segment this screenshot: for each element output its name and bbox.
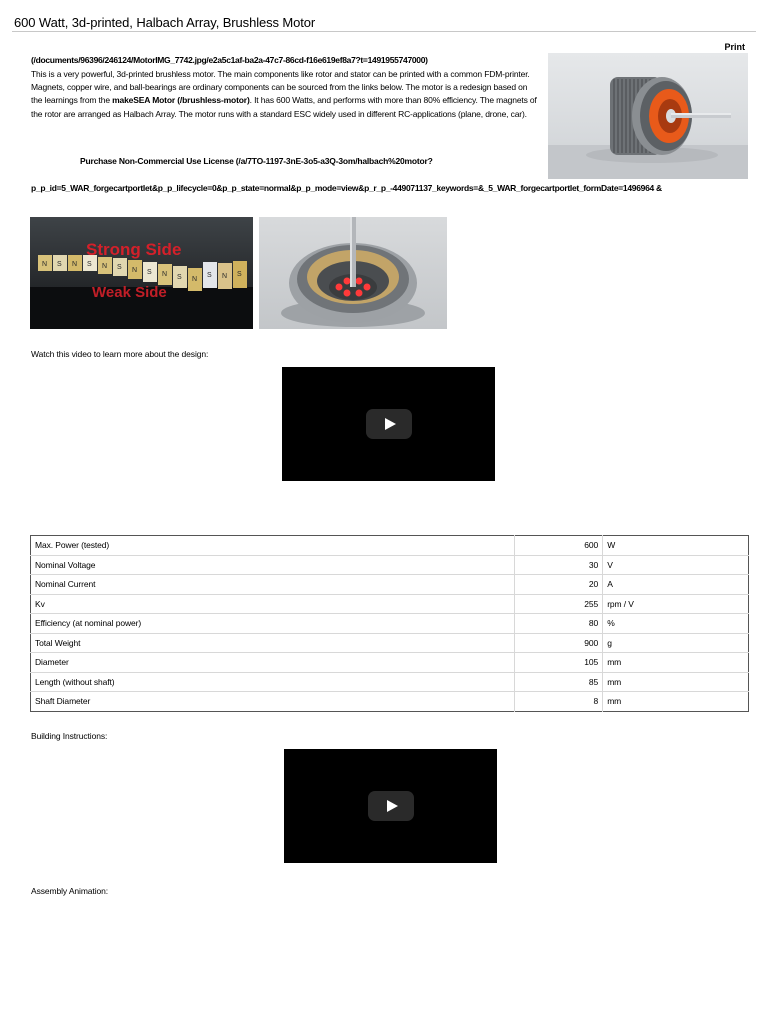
motor-render-graphic <box>548 53 748 179</box>
svg-text:N: N <box>162 271 168 278</box>
svg-text:N: N <box>72 261 78 268</box>
spec-value: 600 <box>515 536 603 556</box>
svg-text:N: N <box>132 267 138 274</box>
spec-name: Kv <box>31 594 515 614</box>
spec-name: Nominal Voltage <box>31 555 515 575</box>
spec-unit: mm <box>603 653 749 673</box>
weak-side-label: Weak Side <box>92 284 167 301</box>
table-row <box>31 555 749 575</box>
specs-table-body <box>31 536 749 712</box>
spec-value: 80 <box>515 614 603 634</box>
motor-image-link[interactable]: (/documents/96396/246124/MotorIMG_7742.jpg/e2a5c1af-ba2a-47c7-86cd-f16e619ef8a7?t=1491955747000) <box>31 55 428 65</box>
table-row <box>31 692 749 712</box>
table-row <box>31 594 749 614</box>
makesea-motor-link[interactable]: makeSEA Motor (/brushless-motor) <box>112 95 250 106</box>
spec-unit: W <box>607 540 616 551</box>
spec-value: 900 <box>515 633 603 653</box>
spec-unit: % <box>603 614 749 634</box>
spec-name: Total Weight <box>31 633 515 653</box>
play-icon[interactable] <box>366 409 412 439</box>
spec-value: 255 <box>515 594 603 614</box>
svg-text:S: S <box>237 271 242 278</box>
table-row <box>31 614 749 634</box>
spec-value: 8 <box>515 692 603 712</box>
strong-side-label: Strong Side <box>86 240 182 259</box>
spec-unit: mm <box>603 672 749 692</box>
table-row <box>31 653 749 673</box>
svg-text:S: S <box>87 261 92 268</box>
table-row <box>31 633 749 653</box>
halbach-array-image[interactable] <box>30 217 253 329</box>
spec-name: Length (without shaft) <box>31 672 515 692</box>
halbach-magnets-graphic <box>30 217 253 329</box>
spec-value: 20 <box>515 575 603 595</box>
table-row <box>31 575 749 595</box>
spec-value: 105 <box>515 653 603 673</box>
license-url-params: p_p_id=5_WAR_forgecartportlet&p_p_lifecycle=0&p_p_state=normal&p_p_mode=view&p_r_p_-449071137_keywords=&_5_WAR_forgecartportlet_formDate=1496964 & <box>31 183 662 193</box>
motor-hero-image[interactable] <box>548 53 748 179</box>
design-video-player[interactable] <box>282 367 495 481</box>
spec-unit: A <box>603 575 749 595</box>
intro-text-after: . It has 600 Watts, and performs with more than 80% efficiency. The magnets of the rotor are arranged as Halbach Array. The motor runs with a standard ESC widely used in different RC-applications (plane, drone, car). <box>31 95 537 119</box>
play-icon[interactable] <box>368 791 414 821</box>
svg-text:N: N <box>192 276 198 283</box>
svg-text:N: N <box>102 263 108 270</box>
spec-name: Efficiency (at nominal power) <box>31 614 515 634</box>
video-intro-label: Watch this video to learn more about the design: <box>31 349 209 359</box>
purchase-license-link[interactable]: Purchase Non-Commercial Use License (/a/7TO-1197-3nE-3o5-a3Q-3om/halbach%20motor? <box>80 156 433 166</box>
svg-text:S: S <box>207 272 212 279</box>
svg-text:S: S <box>57 261 62 268</box>
svg-text:S: S <box>117 264 122 271</box>
page-title: 600 Watt, 3d-printed, Halbach Array, Brushless Motor <box>14 15 316 30</box>
spec-unit: mm <box>603 692 749 712</box>
svg-text:S: S <box>177 274 182 281</box>
spec-value: 30 <box>515 555 603 575</box>
spec-value: 85 <box>515 672 603 692</box>
spec-unit: g <box>603 633 749 653</box>
table-row <box>31 536 749 556</box>
intro-paragraph <box>31 68 537 121</box>
print-link[interactable]: Print <box>724 42 745 52</box>
spec-name: Max. Power (tested) <box>31 536 515 556</box>
table-row <box>31 672 749 692</box>
specs-table <box>30 535 749 712</box>
spec-unit: V <box>603 555 749 575</box>
assembly-animation-label: Assembly Animation: <box>31 886 108 896</box>
building-video-player[interactable] <box>284 749 497 863</box>
stator-rotor-image[interactable] <box>259 217 447 329</box>
spec-name: Diameter <box>31 653 515 673</box>
spec-name: Nominal Current <box>31 575 515 595</box>
svg-text:N: N <box>42 261 48 268</box>
building-instructions-label: Building Instructions: <box>31 731 108 741</box>
svg-text:N: N <box>222 273 228 280</box>
spec-unit: rpm / V <box>603 594 749 614</box>
svg-text:S: S <box>147 269 152 276</box>
intro-text-before: This is a very powerful, 3d-printed brushless motor. The main components like rotor and stator can be printed with a common FDM-printer. Magnets, copper wire, and ball-bearings are ordinary components can be sourced from the links below. The motor is a redesign based on the learnings from the <box>31 69 530 106</box>
stator-rotor-graphic <box>259 217 447 329</box>
spec-name: Shaft Diameter <box>31 692 515 712</box>
title-divider <box>12 31 756 32</box>
